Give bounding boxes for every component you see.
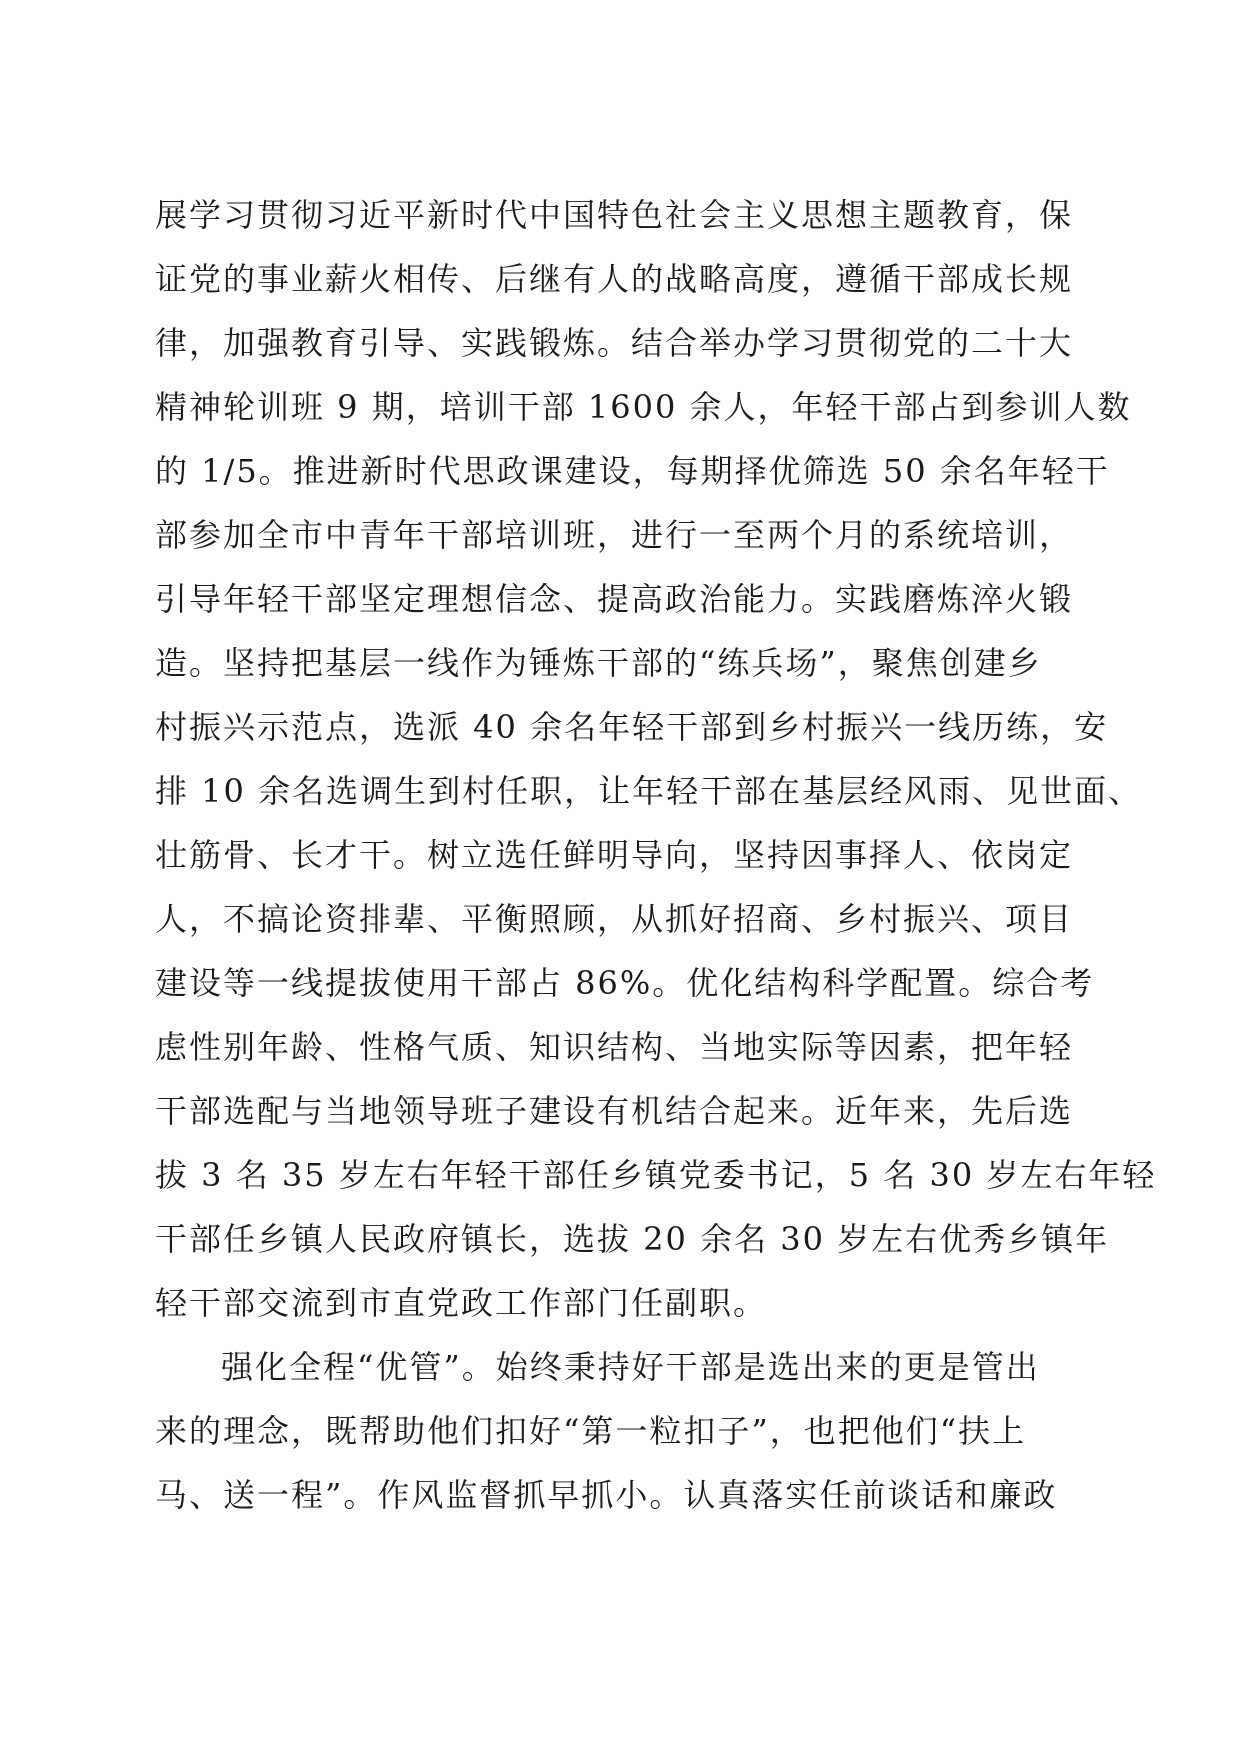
text-line: 部参加全市中青年干部培训班，进行一至两个月的系统培训， <box>155 516 1074 554</box>
text-line: 村振兴示范点，选派 40 余名年轻干部到乡村振兴一线历练，安 <box>155 708 1109 746</box>
text-line: 造。坚持把基层一线作为锤炼干部的“练兵场”，聚焦创建乡 <box>155 644 1042 682</box>
text-line: 引导年轻干部坚定理想信念、提高政治能力。实践磨炼淬火锻 <box>155 580 1074 618</box>
text-line: 拔 3 名 35 岁左右年轻干部任乡镇党委书记，5 名 30 岁左右年轻 <box>155 1156 1157 1194</box>
text-line: 来的理念，既帮助他们扣好“第一粒扣子”，也把他们“扶上 <box>155 1412 1027 1450</box>
text-line: 马、送一程”。作风监督抓早抓小。认真落实任前谈话和廉政 <box>155 1476 1058 1514</box>
text-line: 排 10 余名选调生到村任职，让年轻干部在基层经风雨、见世面、 <box>155 772 1143 810</box>
text-line: 律，加强教育引导、实践锻炼。结合举办学习贯彻党的二十大 <box>155 324 1074 362</box>
text-line: 建设等一线提拔使用干部占 86%。优化结构科学配置。综合考 <box>155 964 1095 1002</box>
paragraph-start-line: 强化全程“优管”。始终秉持好干部是选出来的更是管出 <box>221 1348 1040 1386</box>
text-line: 壮筋骨、长才干。树立选任鲜明导向，坚持因事择人、依岗定 <box>155 836 1074 874</box>
text-line: 精神轮训班 9 期，培训干部 1600 余人，年轻干部占到参训人数 <box>155 388 1132 426</box>
text-line: 展学习贯彻习近平新时代中国特色社会主义思想主题教育，保 <box>155 196 1074 234</box>
text-line: 干部选配与当地领导班子建设有机结合起来。近年来，先后选 <box>155 1092 1074 1130</box>
text-line: 人，不搞论资排辈、平衡照顾，从抓好招商、乡村振兴、项目 <box>155 900 1074 938</box>
text-line: 干部任乡镇人民政府镇长，选拔 20 余名 30 岁左右优秀乡镇年 <box>155 1220 1110 1258</box>
text-line: 证党的事业薪火相传、后继有人的战略高度，遵循干部成长规 <box>155 260 1074 298</box>
body-text <box>155 183 1157 1527</box>
text-line: 的 1/5。推进新时代思政课建设，每期择优筛选 50 余名年轻干 <box>155 452 1110 490</box>
text-line: 虑性别年龄、性格气质、知识结构、当地实际等因素，把年轻 <box>155 1028 1074 1066</box>
text-line: 轻干部交流到市直党政工作部门任副职。 <box>155 1284 768 1322</box>
